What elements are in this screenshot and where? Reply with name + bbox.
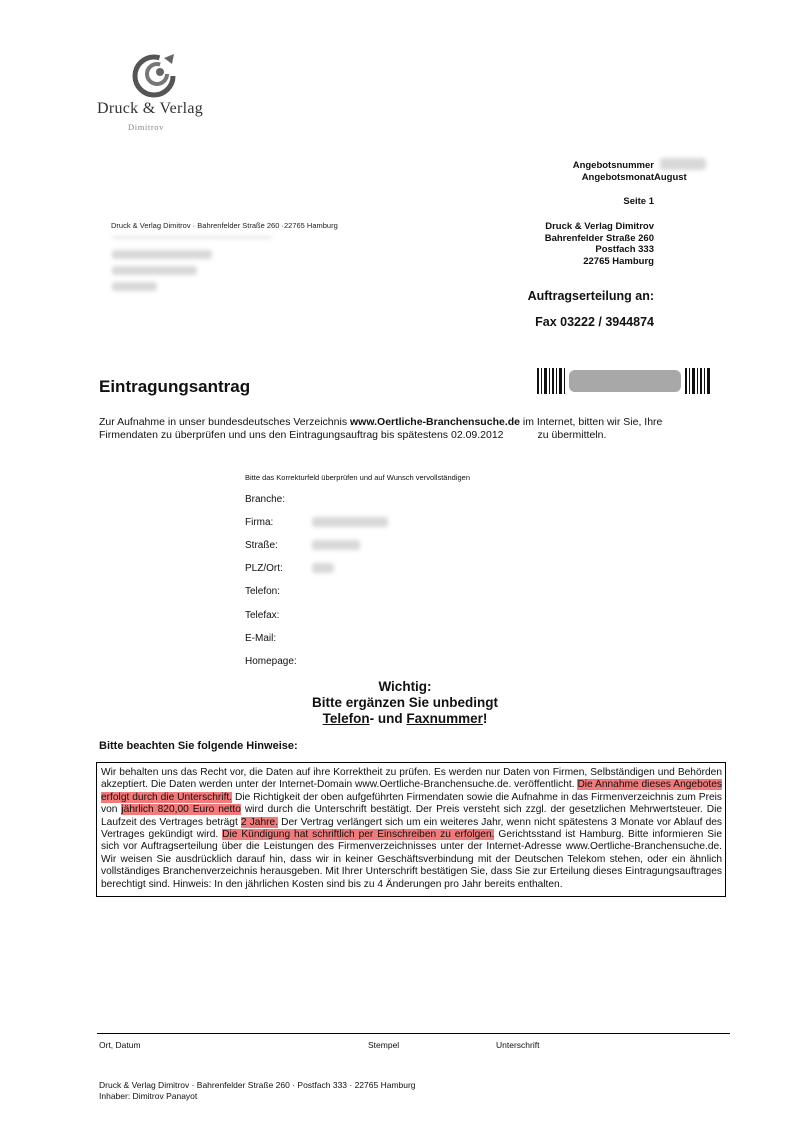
sender-line: Druck & Verlag Dimitrov · Bahrenfelder Straße 260 ·22765 Hamburg bbox=[111, 221, 338, 230]
directory-domain: www.Oertliche-Branchensuche.de bbox=[350, 416, 520, 428]
stamp-label: Stempel bbox=[368, 1040, 400, 1050]
signature-line bbox=[97, 1033, 730, 1034]
offer-number-label: Angebotsnummer bbox=[572, 160, 654, 171]
redacted-address-line bbox=[112, 236, 272, 239]
highlight-duration: 2 Jahre. bbox=[240, 816, 279, 828]
important-notice bbox=[200, 679, 610, 727]
barcode-icon bbox=[537, 368, 712, 398]
redacted-address-line bbox=[112, 282, 157, 291]
footer-owner: Inhaber: Dimitrov Panayot bbox=[99, 1090, 198, 1101]
recipient-street: Bahrenfelder Straße 260 bbox=[544, 232, 654, 244]
form-hint: Bitte das Korrekturfeld überprüfen und auf Wunsch vervollständigen bbox=[245, 473, 470, 482]
recipient-pobox: Postfach 333 bbox=[595, 244, 654, 255]
signature-label: Unterschrift bbox=[496, 1040, 540, 1050]
form-label-branche: Branche: bbox=[245, 494, 286, 505]
form-label-homepage: Homepage: bbox=[245, 656, 297, 667]
form-label-firma: Firma: bbox=[245, 517, 274, 528]
reference-block bbox=[573, 160, 654, 208]
redacted-city-value bbox=[312, 563, 334, 573]
highlight-acceptance: Die Annahme dieses Angebotes erfolgt durch die Unterschrift. bbox=[101, 779, 722, 803]
intro-text: Zur Aufnahme in unser bundesdeutsches Verzeichnis www.Oertliche-Branchensuche.de im Internet, bitten wir Sie, Ihre Firmendaten zu überprüfen und uns den Eintragungsauftrag bis spätestens 02.09.2012 zu übermitteln. bbox=[99, 416, 663, 441]
fax-number: Fax 03222 / 3944874 bbox=[535, 315, 654, 329]
important-phone-fax: Telefon- und Faxnummer! bbox=[322, 711, 488, 726]
form-label-plz-ort: PLZ/Ort: bbox=[245, 563, 283, 574]
terms-box: Wir behalten uns das Recht vor, die Daten auf ihre Korrektheit zu prüfen. Es werden nur Daten von Firmen, Selbständigen und Behörden akzeptiert. Die Daten werden unter der Internet-Domain www.Oertliche-Branchensuche.de. veröffentlicht. Die Annahme dieses Angebotes erfolgt durch die Unterschrift. Die Richtigkeit der oben aufgeführten Firmendaten sowie die Aufnahme in das Firmenverzeichnis zum Preis von jährlich 820,00 Euro netto wird durch die Unterschrift bestätigt. Der Preis versteht sich zzgl. der gesetzlichen Mehrwertsteuer. Die Laufzeit des Vertrages beträgt 2 Jahre. Der Vertrag verlängert sich um ein weiteres Jahr, wenn nicht spätestens 3 Monate vor Ablauf des Vertrages gekündigt wird. Die Kündigung hat schriftlich per Einschreiben zu erfolgen. Gerichtsstand ist Hamburg. Bitte informieren Sie sich vor Auftragserteilung über die Leistungen des Firmenverzeichnisses unter der Internet-Adresse www.Oertliche-Branchensuche.de. Wir weisen Sie ausdrücklich darauf hin, dass wir in keiner Geschäftsverbindung mit der Deutschen Telekom stehen, oder ein ähnlich vollständiges Branchenverzeichnis herausgeben. Mit Ihrer Unterschrift bestätigen Sie, dass Sie zur Erteilung dieses Eintragungsauftrages berechtigt sind. Hinweis: In den jährlichen Kosten sind bis zu 4 Änderungen pro Jahr bereits enthalten. bbox=[96, 762, 726, 897]
footer-address: Druck & Verlag Dimitrov · Bahrenfelder Straße 260 · Postfach 333 · 22765 Hamburg bbox=[99, 1080, 416, 1090]
redacted-street-value bbox=[312, 540, 360, 550]
recipient-name: Druck & Verlag Dimitrov bbox=[545, 221, 654, 232]
redacted-company-value bbox=[312, 517, 388, 527]
important-heading: Wichtig: bbox=[378, 679, 432, 694]
redacted-address-line bbox=[112, 250, 212, 259]
recipient-address bbox=[545, 221, 654, 267]
highlight-price: jährlich 820,00 Euro netto bbox=[121, 804, 241, 816]
footer bbox=[99, 1080, 416, 1101]
page-number: Seite 1 bbox=[623, 196, 654, 207]
recipient-city: 22765 Hamburg bbox=[583, 255, 654, 267]
place-date-label: Ort, Datum bbox=[99, 1040, 141, 1050]
order-to-label: Auftragserteilung an: bbox=[527, 289, 654, 303]
notes-title: Bitte beachten Sie folgende Hinweise: bbox=[99, 740, 298, 752]
redacted-address-line bbox=[112, 266, 197, 275]
offer-month-value: August bbox=[654, 172, 687, 183]
form-label-email: E-Mail: bbox=[245, 633, 277, 644]
form-label-strasse: Straße: bbox=[245, 540, 278, 551]
company-logo-icon bbox=[130, 52, 182, 98]
important-line: Bitte ergänzen Sie unbedingt bbox=[311, 695, 498, 710]
offer-month-label: Angebotsmonat bbox=[581, 172, 654, 183]
page-title: Eintragungsantrag bbox=[99, 377, 251, 396]
form-label-telefax: Telefax: bbox=[245, 610, 280, 621]
logo-subtitle: Dimitrov bbox=[128, 122, 164, 132]
form-label-telefon: Telefon: bbox=[245, 586, 281, 597]
highlight-cancellation: Die Kündigung hat schriftlich per Einschreiben zu erfolgen. bbox=[222, 829, 495, 841]
redacted-offer-number bbox=[660, 158, 706, 170]
logo-name: Druck & Verlag bbox=[97, 100, 204, 117]
